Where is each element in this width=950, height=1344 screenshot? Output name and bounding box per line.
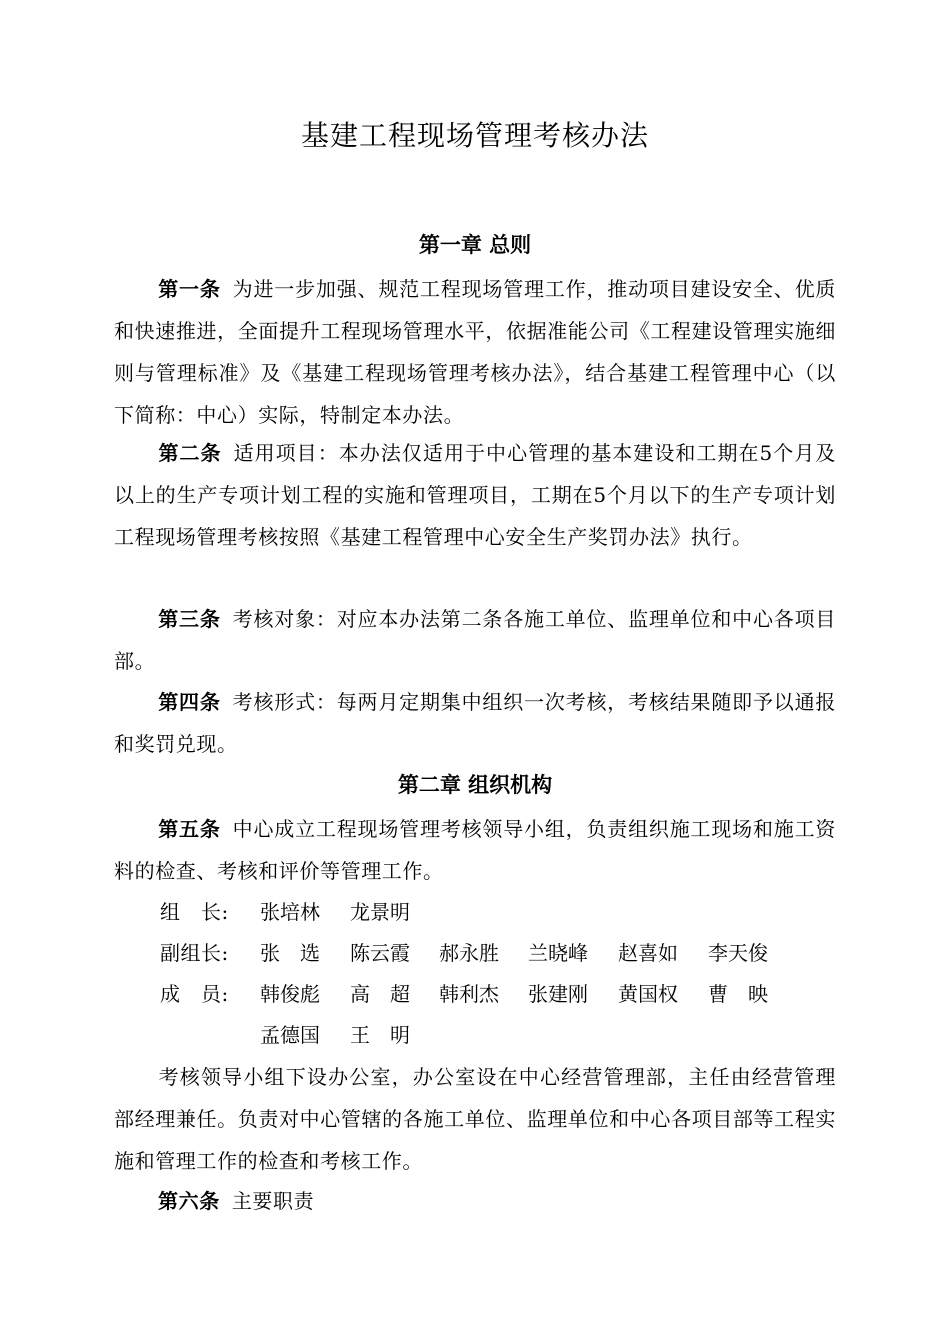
deputy-name: 李天俊 — [708, 941, 768, 965]
article-3-label: 第三条 — [158, 607, 221, 631]
article-6-label: 第六条 — [158, 1189, 220, 1213]
member-name: 韩利杰 — [439, 982, 499, 1006]
deputy-name: 陈云霞 — [350, 941, 410, 965]
document-title: 基建工程现场管理考核办法 — [300, 119, 649, 152]
article-3 — [114, 598, 836, 682]
office-paragraph — [114, 1056, 836, 1182]
article-5-label: 第五条 — [158, 817, 221, 841]
article-1 — [114, 268, 836, 436]
member-name: 黄国权 — [618, 982, 678, 1006]
chapter-2-heading: 第二章 组织机构 — [397, 772, 553, 797]
member-name: 曹 映 — [708, 982, 768, 1006]
member-name: 韩俊彪 — [260, 982, 320, 1006]
article-5-text: 中心成立工程现场管理考核领导小组，负责组织施工现场和施工资料的检查、考核和评价等管理工作。 — [114, 817, 836, 883]
article-1-text: 为进一步加强、规范工程现场管理工作，推动项目建设安全、优质和快速推进，全面提升工程现场管理水平，依据准能公司《工程建设管理实施细则与管理标准》及《基建工程现场管理考核办法》，结合基建工程管理中心（以下简称：中心）实际，特制定本办法。 — [114, 277, 836, 427]
article-4-text: 考核形式：每两月定期集中组织一次考核，考核结果随即予以通报和奖罚兑现。 — [114, 690, 836, 756]
leader-name: 龙景明 — [350, 900, 410, 924]
leader-name: 张培林 — [260, 900, 320, 924]
chapter-1-heading: 第一章 总则 — [418, 232, 532, 257]
article-1-label: 第一条 — [158, 277, 221, 301]
leader-role: 组 长: — [160, 900, 229, 924]
deputy-name: 赵喜如 — [618, 941, 678, 965]
deputy-role: 副组长: — [160, 941, 229, 965]
office-text: 考核领导小组下设办公室，办公室设在中心经营管理部，主任由经营管理部经理兼任。负责对中心管辖的各施工单位、监理单位和中心各项目部等工程实施和管理工作的检查和考核工作。 — [114, 1065, 836, 1173]
article-5 — [114, 808, 836, 892]
member-name: 孟德国 — [260, 1023, 320, 1047]
article-6 — [114, 1180, 836, 1222]
member-name: 高 超 — [350, 982, 410, 1006]
deputy-name: 张 选 — [260, 941, 320, 965]
article-3-text: 考核对象：对应本办法第二条各施工单位、监理单位和中心各项目部。 — [114, 607, 836, 673]
members-role: 成 员: — [160, 982, 229, 1006]
article-2-label: 第二条 — [158, 441, 222, 465]
member-name: 张建刚 — [528, 982, 588, 1006]
article-2 — [114, 432, 836, 558]
member-name: 王 明 — [350, 1023, 410, 1047]
deputy-name: 郝永胜 — [439, 941, 499, 965]
article-6-text: 主要职责 — [231, 1189, 315, 1213]
deputy-name: 兰晓峰 — [528, 941, 588, 965]
article-4-label: 第四条 — [158, 690, 221, 714]
article-2-text: 适用项目：本办法仅适用于中心管理的基本建设和工期在5个月及以上的生产专项计划工程的实施和管理项目，工期在5个月以下的生产专项计划工程现场管理考核按照《基建工程管理中心安全生产奖罚办法》执行。 — [114, 441, 836, 549]
article-4 — [114, 681, 836, 765]
